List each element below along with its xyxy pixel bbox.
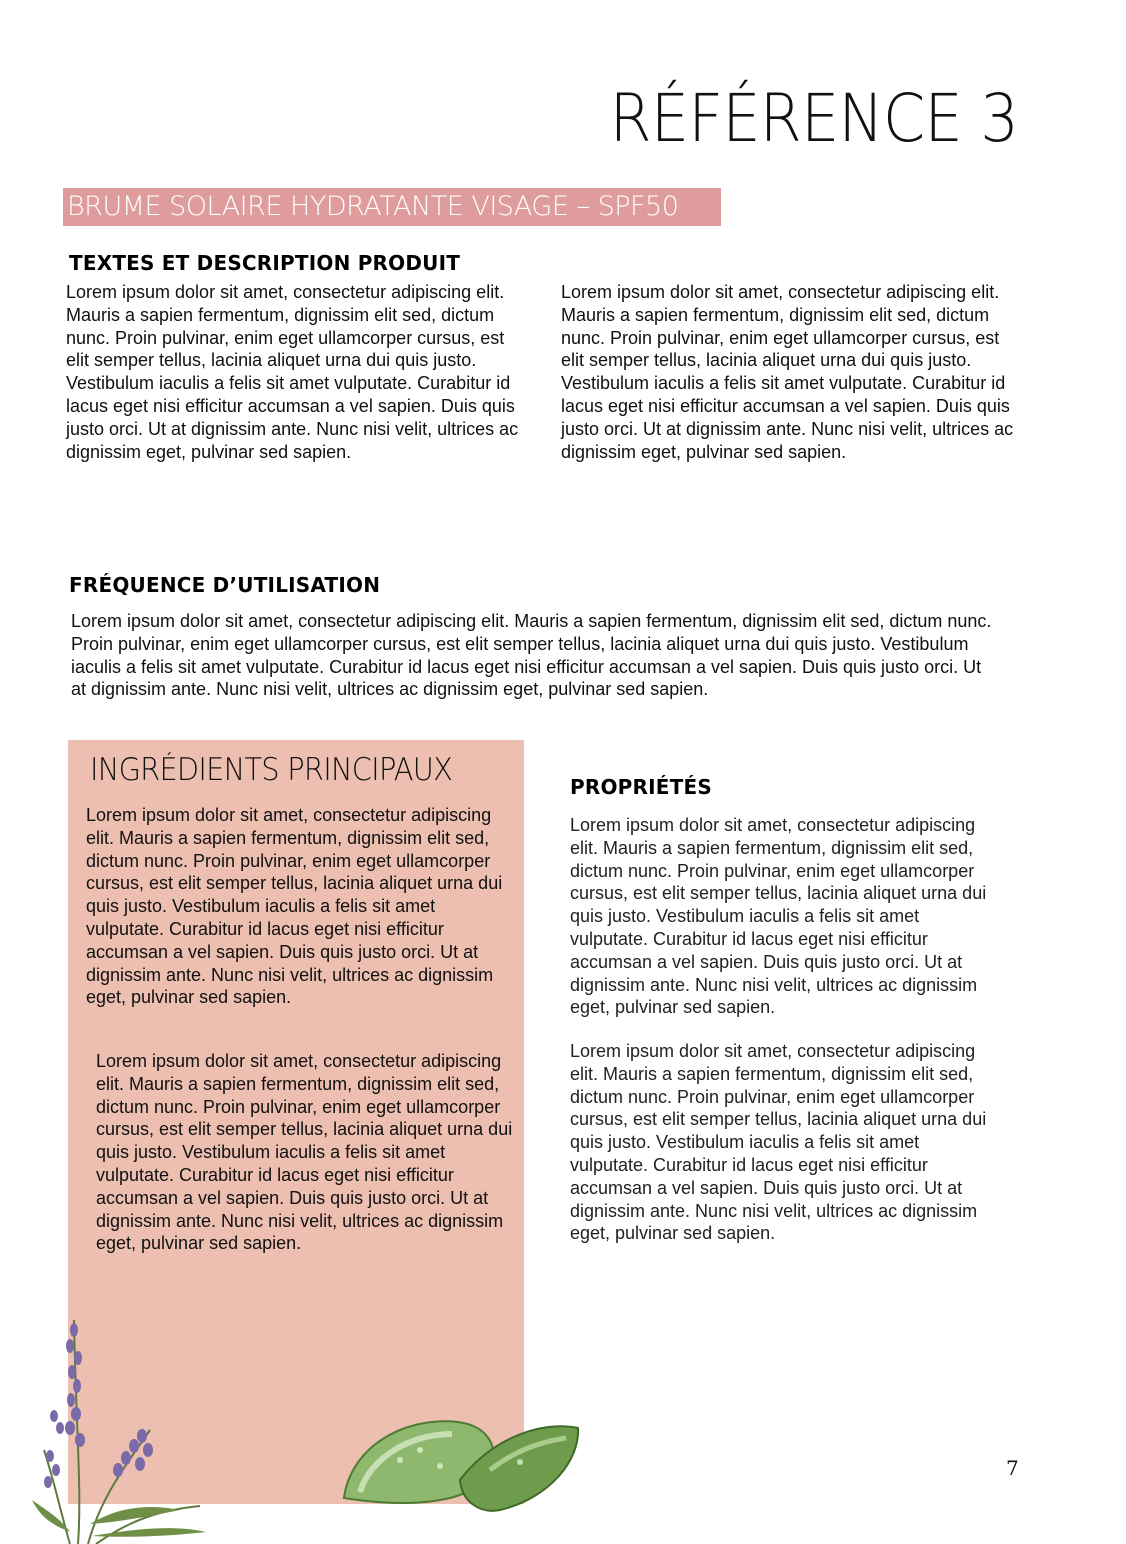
ingredients-text-2: Lorem ipsum dolor sit amet, consectetur adipiscing elit. Mauris a sapien fermentum, dignissim elit sed, dictum nunc. Proin pulvinar, enim eget ullamcorper cursus, est elit semper tellus, lacinia aliquet urna dui quis justo. Vestibulum iaculis a felis sit amet vulputate. Curabitur id lacus eget nisi efficitur accumsan a vel sapien. Duis quis justo orci. Ut at dignissim ante. Nunc nisi velit, ultrices ac dignissim eget, pulvinar sed sapien. [96, 1051, 513, 1254]
description-text-right: Lorem ipsum dolor sit amet, consectetur adipiscing elit. Mauris a sapien fermentum, dignissim elit sed, dictum nunc. Proin pulvinar, enim eget ullamcorper cursus, est elit semper tellus, lacinia aliquet urna dui quis justo. Vestibulum iaculis a felis sit amet vulputate. Curabitur id lacus eget nisi efficitur accumsan a vel sapien. Duis quis justo orci. Ut at dignissim ante. Nunc nisi velit, ultrices ac dignissim eget, pulvinar sed sapien. [561, 282, 1014, 462]
lavender-illustration [30, 1310, 220, 1544]
ingredients-text-1: Lorem ipsum dolor sit amet, consectetur adipiscing elit. Mauris a sapien fermentum, dignissim elit sed, dictum nunc. Proin pulvinar, enim eget ullamcorper cursus, est elit semper tellus, lacinia aliquet urna dui quis justo. Vestibulum iaculis a felis sit amet vulputate. Curabitur id lacus eget nisi efficitur accumsan a vel sapien. Duis quis justo orci. Ut at dignissim ante. Nunc nisi velit, ultrices ac dignissim eget, pulvinar sed sapien. [86, 805, 503, 1008]
frequency-text: Lorem ipsum dolor sit amet, consectetur adipiscing elit. Mauris a sapien fermentum, dignissim elit sed, dictum nunc. Proin pulvinar, enim eget ullamcorper cursus, est elit semper tellus, lacinia aliquet urna dui quis justo. Vestibulum iaculis a felis sit amet vulputate. Curabitur id lacus eget nisi efficitur accumsan a vel sapien. Duis quis justo orci. Ut at dignissim ante. Nunc nisi velit, ultrices ac dignissim eget, pulvinar sed sapien. [71, 611, 992, 700]
aloe-vera-illustration [340, 1410, 590, 1520]
page-number: 7 [1006, 1456, 1019, 1480]
description-text-left: Lorem ipsum dolor sit amet, consectetur adipiscing elit. Mauris a sapien fermentum, dignissim elit sed, dictum nunc. Proin pulvinar, enim eget ullamcorper cursus, est elit semper tellus, lacinia aliquet urna dui quis justo. Vestibulum iaculis a felis sit amet vulputate. Curabitur id lacus eget nisi efficitur accumsan a vel sapien. Duis quis justo orci. Ut at dignissim ante. Nunc nisi velit, ultrices ac dignissim eget, pulvinar sed sapien. [66, 282, 519, 462]
ingredients-heading: INGRÉDIENTS PRINCIPAUX [90, 752, 453, 788]
product-name-banner: BRUME SOLAIRE HYDRATANTE VISAGE – SPF50 [63, 188, 721, 226]
page-title: RÉFÉRENCE 3 [609, 80, 1018, 157]
properties-text-1: Lorem ipsum dolor sit amet, consectetur adipiscing elit. Mauris a sapien fermentum, dignissim elit sed, dictum nunc. Proin pulvinar, enim eget ullamcorper cursus, est elit semper tellus, lacinia aliquet urna dui quis justo. Vestibulum iaculis a felis sit amet vulputate. Curabitur id lacus eget nisi efficitur accumsan a vel sapien. Duis quis justo orci. Ut at dignissim ante. Nunc nisi velit, ultrices ac dignissim eget, pulvinar sed sapien. [570, 815, 987, 1018]
properties-text-2: Lorem ipsum dolor sit amet, consectetur adipiscing elit. Mauris a sapien fermentum, dignissim elit sed, dictum nunc. Proin pulvinar, enim eget ullamcorper cursus, est elit semper tellus, lacinia aliquet urna dui quis justo. Vestibulum iaculis a felis sit amet vulputate. Curabitur id lacus eget nisi efficitur accumsan a vel sapien. Duis quis justo orci. Ut at dignissim ante. Nunc nisi velit, ultrices ac dignissim eget, pulvinar sed sapien. [570, 1041, 987, 1244]
frequency-heading: FRÉQUENCE D’UTILISATION [69, 573, 381, 597]
description-heading: TEXTES ET DESCRIPTION PRODUIT [69, 251, 461, 275]
properties-heading: PROPRIÉTÉS [570, 775, 712, 799]
